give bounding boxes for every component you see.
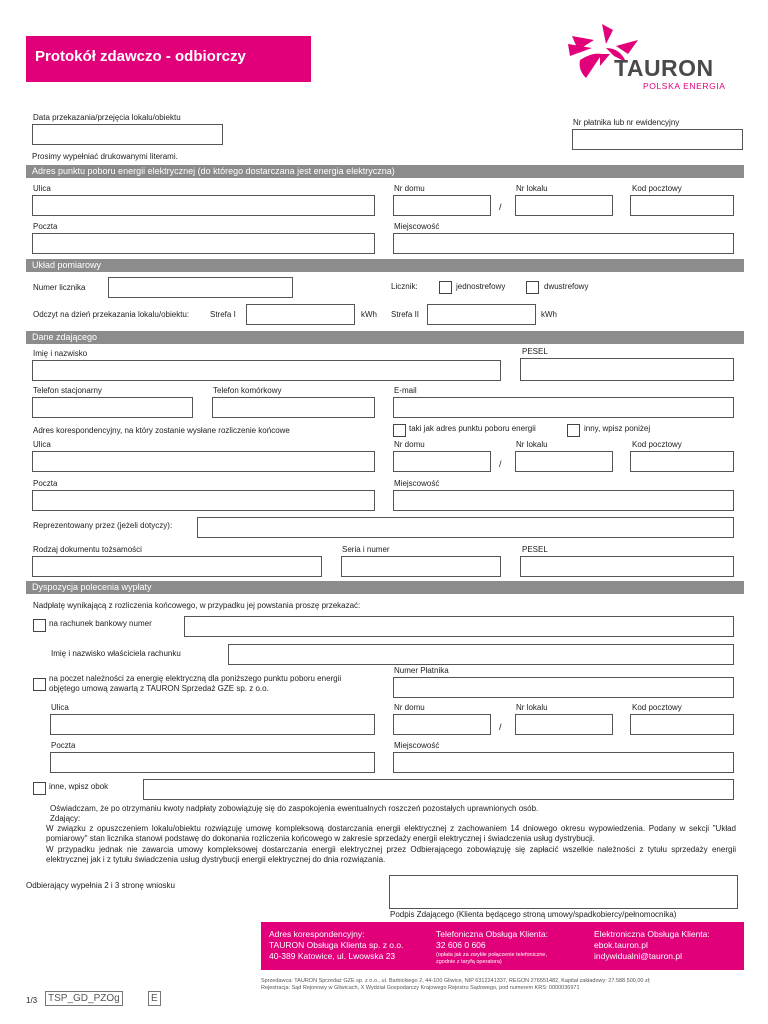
landline-field[interactable] xyxy=(32,397,193,418)
offset-house-no-label: Nr domu xyxy=(394,703,425,712)
payer-number-field-2[interactable] xyxy=(393,677,734,698)
house-no-label: Nr domu xyxy=(394,184,425,193)
form-version: E xyxy=(148,991,161,1006)
series-no-label: Seria i numer xyxy=(342,545,390,554)
landline-label: Telefon stacjonarny xyxy=(33,386,102,395)
offset-street-field[interactable] xyxy=(50,714,375,735)
bank-account-field[interactable] xyxy=(184,616,734,637)
corr-flat-no-field[interactable] xyxy=(515,451,613,472)
dual-zone-checkbox[interactable] xyxy=(526,281,539,294)
post-label: Poczta xyxy=(33,222,58,231)
handover-date-label: Data przekazania/przejęcia lokalu/obiektu xyxy=(33,113,181,122)
footer-phone-note1: (opłata jak za zwykłe połączenie telefoniczne, xyxy=(436,952,547,958)
other-payout-checkbox[interactable] xyxy=(33,782,46,795)
same-address-checkbox[interactable] xyxy=(393,424,406,437)
flat-no-label: Nr lokalu xyxy=(516,184,548,193)
payer-number-field[interactable] xyxy=(572,129,743,150)
signature-field[interactable] xyxy=(389,875,738,909)
post-field[interactable] xyxy=(32,233,375,254)
rep-pesel-label: PESEL xyxy=(522,545,548,554)
series-no-field[interactable] xyxy=(341,556,501,577)
offset-flat-no-label: Nr lokalu xyxy=(516,703,548,712)
mobile-label: Telefon komórkowy xyxy=(213,386,282,395)
declaration-para1: W związku z opuszczeniem lokalu/obiektu rozwiązuję umowę kompleksową dostarczania energii elektrycznej z zachowaniem 14 dniowego okresu wypowiedzenia. Podany w sekcji "Układ pomiarowy" stan licznika stanowi podstawę do dokonania rozliczenia końcowego w zakresie sprzedaży energii elektrycznej i świadczenia usług dystrybucji. xyxy=(46,824,736,843)
mobile-field[interactable] xyxy=(212,397,375,418)
other-payout-field[interactable] xyxy=(143,779,734,800)
offset-postal-code-field[interactable] xyxy=(630,714,734,735)
section-payout-header: Dyspozycja polecenia wypłaty xyxy=(26,581,744,594)
postal-code-field[interactable] xyxy=(630,195,734,216)
other-payout-label: inne, wpisz obok xyxy=(49,782,109,791)
corr-postal-code-field[interactable] xyxy=(630,451,734,472)
footer-corr-line1: TAURON Obsługa Klienta sp. z o.o. xyxy=(269,940,404,950)
zone1-unit: kWh xyxy=(361,310,377,319)
corr-address-label: Adres korespondencyjny, na który zostanie wysłane rozliczenie końcowe xyxy=(33,426,290,435)
legal-line1: Sprzedawca: TAURON Sprzedaż GZE sp. z o.o., ul. Barbickiego 2, 44-100 Gliwice, NIP 6312241337, REGON 276551482, Kapitał zakładowy: 27.588.500,00 zł; xyxy=(261,978,651,984)
title-bar xyxy=(26,36,311,82)
declaration-para2: W przypadku jednak nie zawarcia umowy kompleksowej dostarczania energii elektrycznej przez Odbierającego zobowiązuję się zapłacić wszelkie należności z tytułu sprzedaży energii elektrycznej jak i z tytułu świadczenia usług dystrybucji energii elektrycznej do dnia rozwiązania. xyxy=(46,845,736,864)
represented-field[interactable] xyxy=(197,517,734,538)
offset-checkbox[interactable] xyxy=(33,678,46,691)
payout-intro: Nadpłatę wynikającą z rozliczenia końcowego, w przypadku jej powstania proszę przekazać: xyxy=(33,601,361,610)
payer-number-label-2: Numer Płatnika xyxy=(394,666,449,675)
same-address-label: taki jak adres punktu poboru energii xyxy=(409,424,536,433)
corr-postal-code-label: Kod pocztowy xyxy=(632,440,682,449)
single-zone-label: jednostrefowy xyxy=(456,282,506,291)
brand-name: TAURON xyxy=(614,55,714,81)
footer-contact-box xyxy=(261,922,744,970)
slash-separator: / xyxy=(499,459,502,469)
offset-post-label: Poczta xyxy=(51,741,76,750)
id-type-field[interactable] xyxy=(32,556,322,577)
represented-label: Reprezentowany przez (jeżeli dotyczy): xyxy=(33,521,173,530)
corr-city-label: Miejscowość xyxy=(394,479,440,488)
corr-post-label: Poczta xyxy=(33,479,58,488)
footer-corr-title: Adres korespondencyjny: xyxy=(269,929,365,939)
corr-city-field[interactable] xyxy=(393,490,734,511)
rep-pesel-field[interactable] xyxy=(520,556,734,577)
declaration-line1: Oświadczam, że po otrzymaniu kwoty nadpłaty zobowiązuję się do zaspokojenia ewentualnych roszczeń pozostałych uprawnionych osób. xyxy=(50,804,539,813)
offset-flat-no-field[interactable] xyxy=(515,714,613,735)
footer-phone-number: 32 606 0 606 xyxy=(436,940,486,950)
email-label: E-mail xyxy=(394,386,417,395)
postal-code-label: Kod pocztowy xyxy=(632,184,682,193)
slash-separator: / xyxy=(499,722,502,732)
corr-street-field[interactable] xyxy=(32,451,375,472)
id-type-label: Rodzaj dokumentu tożsamości xyxy=(33,545,142,554)
other-address-checkbox[interactable] xyxy=(567,424,580,437)
declaration-line2: Zdający: xyxy=(50,814,81,823)
zone2-unit: kWh xyxy=(541,310,557,319)
reading-label: Odczyt na dzień przekazania lokalu/obiektu: xyxy=(33,310,190,319)
offset-label-line1: na poczet należności za energię elektryczną dla poniższego punktu poboru energii xyxy=(49,674,342,683)
bank-account-label: na rachunek bankowy numer xyxy=(49,619,152,628)
offset-city-label: Miejscowość xyxy=(394,741,440,750)
giver-name-label: Imię i nazwisko xyxy=(33,349,88,358)
offset-house-no-field[interactable] xyxy=(393,714,491,735)
handover-date-field[interactable] xyxy=(32,124,223,145)
footer-online-title: Elektroniczna Obsługa Klienta: xyxy=(594,929,710,939)
corr-flat-no-label: Nr lokalu xyxy=(516,440,548,449)
corr-house-no-label: Nr domu xyxy=(394,440,425,449)
city-label: Miejscowość xyxy=(394,222,440,231)
section-address-header: Adres punktu poboru energii elektrycznej (do którego dostarczana jest energia elektryczna) xyxy=(26,165,744,178)
footer-phone-title: Telefoniczna Obsługa Klienta: xyxy=(436,929,548,939)
flat-no-field[interactable] xyxy=(515,195,613,216)
footer-online-link[interactable]: ebok.tauron.pl xyxy=(594,940,648,950)
footer-phone-note2: zgodnie z taryfą operatora) xyxy=(436,959,502,965)
legal-line2: Rejestracja: Sąd Rejonowy w Gliwicach, X Wydział Gospodarczy Krajowego Rejestru Sądowego, pod numerem KRS: 0000036971 xyxy=(261,985,580,991)
single-zone-checkbox[interactable] xyxy=(439,281,452,294)
street-label: Ulica xyxy=(33,184,51,193)
payer-number-label: Nr płatnika lub nr ewidencyjny xyxy=(573,118,680,127)
signature-caption: Podpis Zdającego (Klienta będącego stroną umowy/spadkobiercy/pełnomocnika) xyxy=(390,910,677,919)
footer-corr-line2: 40-389 Katowice, ul. Lwowska 23 xyxy=(269,951,396,961)
instruction-text: Prosimy wypełniać drukowanymi literami. xyxy=(32,152,178,161)
account-owner-label: Imię i nazwisko właściciela rachunku xyxy=(51,649,181,658)
house-no-field[interactable] xyxy=(393,195,491,216)
account-owner-field[interactable] xyxy=(228,644,734,665)
meter-no-label: Numer licznika xyxy=(33,283,86,292)
meter-no-field[interactable] xyxy=(108,277,293,298)
zone2-reading-field[interactable] xyxy=(427,304,536,325)
offset-city-field[interactable] xyxy=(393,752,734,773)
offset-label-line2: objętego umową zawartą z TAURON Sprzedaż GZE sp. z o.o. xyxy=(49,684,269,693)
page-title: Protokół zdawczo - odbiorczy xyxy=(35,48,246,65)
corr-street-label: Ulica xyxy=(33,440,51,449)
corr-post-field[interactable] xyxy=(32,490,375,511)
street-field[interactable] xyxy=(32,195,375,216)
offset-postal-code-label: Kod pocztowy xyxy=(632,703,682,712)
giver-pesel-field[interactable] xyxy=(520,358,734,381)
giver-name-field[interactable] xyxy=(32,360,501,381)
zone1-reading-field[interactable] xyxy=(246,304,355,325)
slash-separator: / xyxy=(499,202,502,212)
corr-house-no-field[interactable] xyxy=(393,451,491,472)
receiver-note: Odbierający wypełnia 2 i 3 stronę wniosku xyxy=(26,881,175,890)
city-field[interactable] xyxy=(393,233,734,254)
page-number: 1/3 xyxy=(26,996,38,1005)
zone2-label: Strefa II xyxy=(391,310,420,319)
footer-email-link[interactable]: indywidualni@tauron.pl xyxy=(594,951,683,961)
section-meter-header: Układ pomiarowy xyxy=(26,259,744,272)
section-giver-header: Dane zdającego xyxy=(26,331,744,344)
zone1-label: Strefa I xyxy=(210,310,236,319)
email-field[interactable] xyxy=(393,397,734,418)
offset-street-label: Ulica xyxy=(51,703,69,712)
other-address-label: inny, wpisz poniżej xyxy=(584,424,651,433)
offset-post-field[interactable] xyxy=(50,752,375,773)
form-code: TSP_GD_PZOg xyxy=(45,991,123,1006)
giver-pesel-label: PESEL xyxy=(522,347,548,356)
meter-type-label: Licznik: xyxy=(391,282,418,291)
bank-account-checkbox[interactable] xyxy=(33,619,46,632)
brand-subtitle: POLSKA ENERGIA xyxy=(643,81,726,91)
dual-zone-label: dwustrefowy xyxy=(544,282,589,291)
